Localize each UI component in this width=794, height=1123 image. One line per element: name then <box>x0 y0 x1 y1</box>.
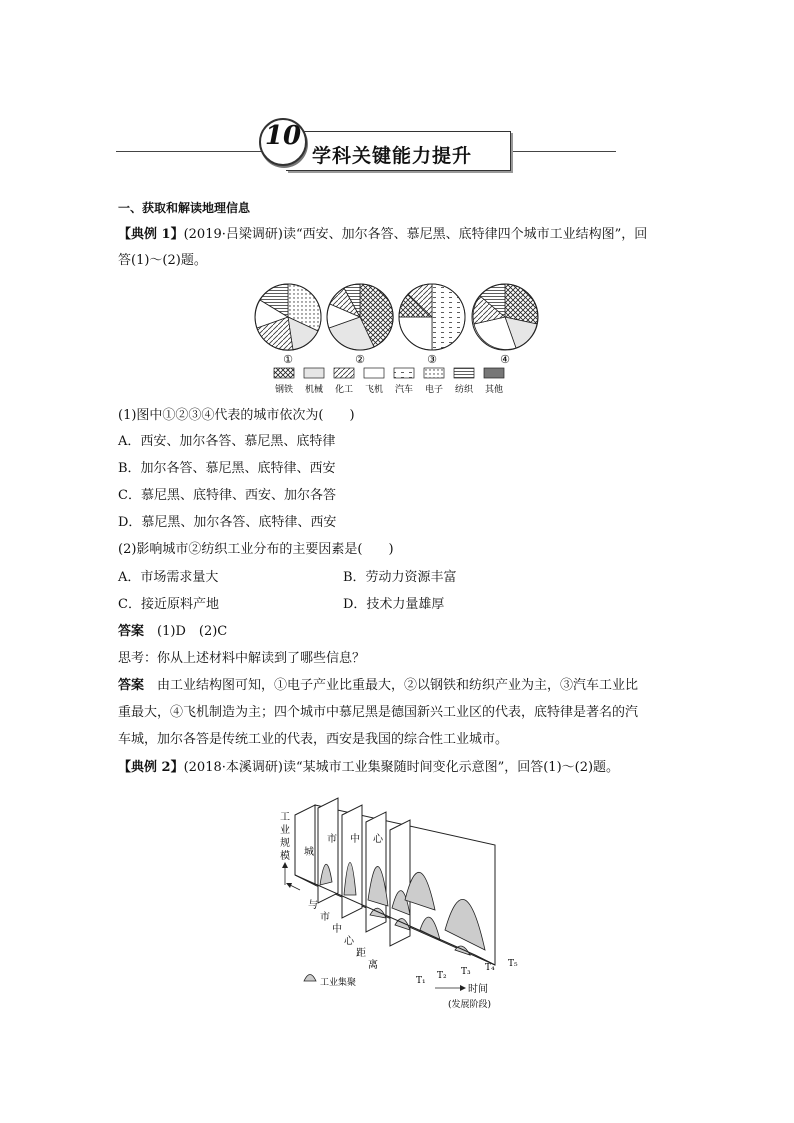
q1-option-d: D．慕尼黑、加尔各答、底特律、西安 <box>118 515 337 530</box>
answer2-text-1: 由工业结构图可知，①电子产业比重最大，②以钢铁和纺织产业为主，③汽车工业比 <box>157 678 639 693</box>
city-center-char-1: 城 <box>304 847 314 858</box>
fig-y-label-2: 业 <box>280 825 290 836</box>
legend-label-6: 电子 <box>424 385 444 395</box>
distance-char-4: 心 <box>344 936 354 947</box>
time-label: 时间 <box>468 984 488 995</box>
section-heading: 一、获取和解读地理信息 <box>118 201 251 215</box>
fig-y-label-1: 工 <box>280 812 290 823</box>
answer2-line1 <box>118 677 638 695</box>
legend-label-8: 其他 <box>484 385 504 395</box>
example1-intro-line2: 答(1)～(2)题。 <box>118 253 207 268</box>
fig-y-label-4: 模 <box>280 851 290 862</box>
fig-y-label-3: 规 <box>280 838 290 849</box>
answer2-label: 答案 <box>118 678 145 693</box>
city-center-char-2: 市 <box>327 834 337 845</box>
distance-char-5: 距 <box>356 948 366 959</box>
q2-option-c: C．接近原料产地 <box>118 597 219 612</box>
legend-label-2: 机械 <box>304 385 324 395</box>
pie-chart-4 <box>472 284 538 350</box>
distance-char-2: 市 <box>320 912 330 923</box>
pie-label-4: ④ <box>500 353 510 366</box>
q2-option-a: A．市场需求量大 <box>118 570 219 585</box>
pie-chart-3 <box>399 284 465 350</box>
answer-label: 答案 <box>118 624 145 639</box>
pie-label-3: ③ <box>427 353 437 366</box>
legend-label-5: 汽车 <box>394 385 414 395</box>
header-title: 学科关键能力提升 <box>312 145 473 167</box>
agglomeration-legend-icon <box>304 975 316 982</box>
time-tick-3: T₃ <box>461 967 471 977</box>
distance-char-6: 离 <box>368 960 378 971</box>
answer2-line3: 车城，加尔各答是传统工业的代表，西安是我国的综合性工业城市。 <box>118 732 509 747</box>
q2-stem: (2)影响城市②纺织工业分布的主要因素是( ) <box>118 542 394 557</box>
industry-structure-figure <box>248 280 548 398</box>
industrial-agglomeration-figure <box>270 790 540 1015</box>
pie-legend <box>274 368 504 395</box>
legend-label-3: 化工 <box>334 385 354 395</box>
time-tick-1: T₁ <box>416 976 426 986</box>
q2-option-b: B．劳动力资源丰富 <box>343 570 457 585</box>
example2-intro-text: (2018·本溪调研)读“某城市工业集聚随时间变化示意图”，回答(1)～(2)题。 <box>183 760 620 775</box>
legend-label-4: 飞机 <box>364 385 384 395</box>
time-tick-5: T₅ <box>508 959 518 969</box>
q1-option-b: B．加尔各答、慕尼黑、底特律、西安 <box>118 461 336 476</box>
q1-stem: (1)图中①②③④代表的城市依次为( ) <box>118 408 355 423</box>
example2-tag: 【典例 2】 <box>118 760 184 775</box>
example2-intro <box>118 759 619 777</box>
example1-tag: 【典例 1】 <box>118 227 184 242</box>
time-tick-2: T₂ <box>437 971 447 981</box>
pie-chart-1 <box>255 284 321 350</box>
legend-label-1: 钢铁 <box>274 385 294 395</box>
q1-option-a: A．西安、加尔各答、慕尼黑、底特律 <box>118 434 336 449</box>
q2-option-d: D．技术力量雄厚 <box>343 597 445 612</box>
answer2-line2: 重最大，④飞机制造为主；四个城市中慕尼黑是德国新兴工业区的代表，底特律是著名的汽 <box>118 705 639 720</box>
distance-char-1: 与 <box>308 900 318 911</box>
example1-intro-text: (2019·吕梁调研)读“西安、加尔各答、慕尼黑、底特律四个城市工业结构图”，回 <box>183 227 648 242</box>
think-question: 思考：你从上述材料中解读到了哪些信息？ <box>118 651 366 666</box>
time-sublabel: (发展阶段) <box>448 1000 492 1010</box>
agglomeration-legend-label: 工业集聚 <box>320 978 357 988</box>
legend-label-7: 纺织 <box>454 385 474 395</box>
distance-char-3: 中 <box>332 924 342 935</box>
city-center-char-3: 中 <box>350 834 360 845</box>
time-tick-4: T₄ <box>485 963 495 973</box>
pie-chart-2 <box>327 284 393 350</box>
answer-line <box>118 623 227 641</box>
example1-intro-line1 <box>118 226 647 244</box>
city-center-char-4: 心 <box>373 834 383 845</box>
answer-text: (1)D (2)C <box>157 624 228 639</box>
q1-option-c: C．慕尼黑、底特律、西安、加尔各答 <box>118 488 336 503</box>
header-number: 10 <box>264 121 302 151</box>
pie-label-2: ② <box>355 353 365 366</box>
pie-label-1: ① <box>283 353 293 366</box>
